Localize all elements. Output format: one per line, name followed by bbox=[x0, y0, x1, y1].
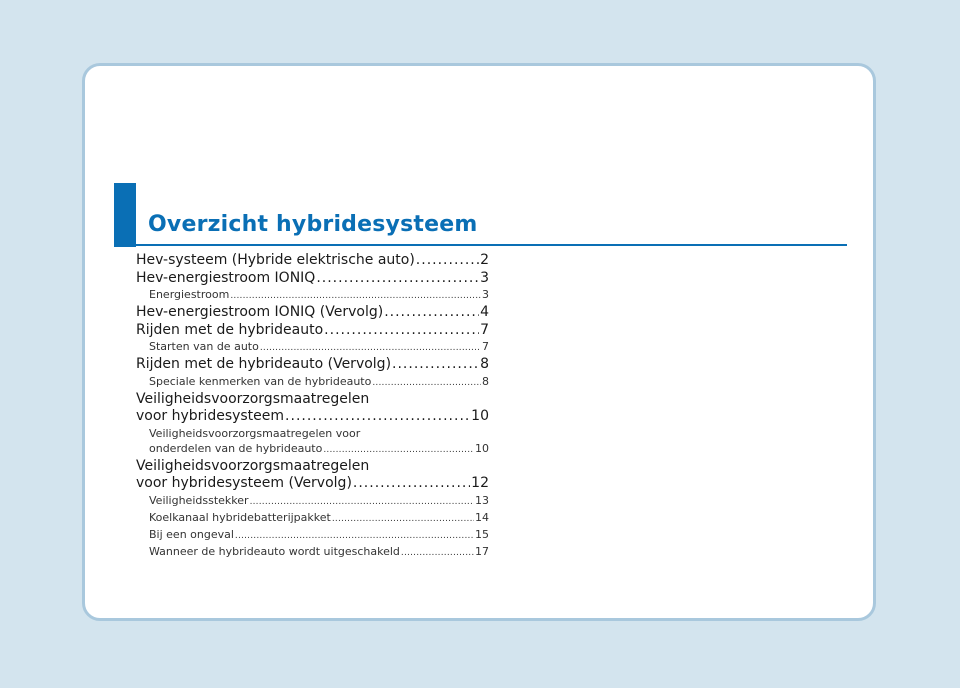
toc-subentry[interactable] bbox=[136, 510, 489, 527]
toc-leader-dots bbox=[235, 529, 474, 544]
toc-page-number: 13 bbox=[475, 493, 489, 507]
toc-page-number: 4 bbox=[480, 304, 489, 320]
title-underline bbox=[136, 244, 847, 246]
toc-leader-dots bbox=[372, 376, 481, 391]
table-of-contents bbox=[136, 252, 489, 561]
section-marker bbox=[114, 183, 136, 247]
toc-page-number: 15 bbox=[475, 527, 489, 541]
toc-subentry-label: Speciale kenmerken van de hybrideauto bbox=[149, 374, 372, 388]
toc-leader-dots bbox=[332, 512, 474, 527]
toc-subentry-label: Koelkanaal hybridebatterijpakket bbox=[149, 510, 331, 524]
toc-subentry[interactable] bbox=[136, 287, 489, 304]
toc-subentry-label: Bij een ongeval bbox=[149, 527, 234, 541]
toc-leader-dots bbox=[416, 252, 479, 270]
toc-subentry[interactable] bbox=[136, 544, 489, 561]
toc-subentry-label: Starten van de auto bbox=[149, 340, 259, 353]
toc-entry[interactable] bbox=[136, 304, 489, 322]
toc-entry-label: voor hybridesysteem bbox=[136, 408, 285, 424]
toc-entry[interactable] bbox=[136, 408, 489, 426]
toc-leader-dots bbox=[392, 356, 479, 374]
toc-leader-dots bbox=[260, 341, 481, 356]
toc-leader-dots bbox=[384, 304, 479, 322]
toc-entry[interactable] bbox=[136, 270, 489, 288]
toc-page-number: 17 bbox=[475, 544, 489, 558]
toc-entry-label: Rijden met de hybrideauto (Vervolg) bbox=[136, 356, 392, 372]
toc-leader-dots bbox=[285, 408, 470, 426]
toc-page-number: 14 bbox=[475, 510, 489, 524]
toc-entry[interactable] bbox=[136, 356, 489, 374]
toc-leader-dots bbox=[250, 495, 474, 510]
toc-page-number: 2 bbox=[480, 252, 489, 268]
toc-page-number: 8 bbox=[482, 374, 489, 388]
toc-leader-dots bbox=[353, 475, 470, 493]
toc-entry-line1: Veiligheidsvoorzorgsmaatregelen bbox=[136, 390, 370, 407]
toc-subentry-label: onderdelen van de hybrideauto bbox=[149, 441, 323, 455]
toc-page-number: 10 bbox=[471, 408, 489, 424]
toc-entry[interactable] bbox=[136, 475, 489, 493]
toc-subentry[interactable] bbox=[136, 441, 489, 458]
toc-entry[interactable] bbox=[136, 252, 489, 270]
toc-entry-label: Hev-systeem (Hybride elektrische auto) bbox=[136, 252, 415, 268]
toc-leader-dots bbox=[230, 289, 481, 304]
toc-entry-label: Rijden met de hybrideauto bbox=[136, 321, 324, 338]
toc-subentry-line1: Veiligheidsvoorzorgsmaatregelen voor bbox=[149, 426, 361, 440]
page-title: Overzicht hybridesysteem bbox=[148, 212, 478, 237]
toc-subentry-label: Veiligheidsstekker bbox=[149, 493, 249, 507]
toc-page-number: 7 bbox=[482, 340, 489, 353]
toc-page-number: 12 bbox=[471, 475, 489, 491]
toc-leader-dots bbox=[401, 546, 474, 561]
toc-page-number: 10 bbox=[475, 441, 489, 455]
toc-entry-line1: Veiligheidsvoorzorgsmaatregelen bbox=[136, 457, 370, 474]
toc-entry-label: Hev-energiestroom IONIQ bbox=[136, 269, 316, 286]
toc-leader-dots bbox=[323, 443, 474, 458]
toc-page-number: 7 bbox=[480, 321, 489, 338]
toc-page-number: 3 bbox=[482, 288, 489, 301]
toc-entry-label: Hev-energiestroom IONIQ (Vervolg) bbox=[136, 304, 384, 320]
toc-subentry-label: Wanneer de hybrideauto wordt uitgeschakeld bbox=[149, 544, 400, 558]
toc-subentry[interactable] bbox=[136, 374, 489, 391]
toc-page-number: 8 bbox=[480, 356, 489, 372]
toc-page-number: 3 bbox=[480, 269, 489, 286]
toc-subentry[interactable] bbox=[136, 527, 489, 544]
toc-subentry-label: Energiestroom bbox=[149, 288, 230, 301]
toc-leader-dots bbox=[316, 270, 479, 288]
toc-subentry[interactable] bbox=[136, 339, 489, 356]
toc-subentry[interactable] bbox=[136, 493, 489, 510]
toc-leader-dots bbox=[324, 322, 479, 340]
toc-entry[interactable] bbox=[136, 322, 489, 340]
toc-entry-label: voor hybridesysteem (Vervolg) bbox=[136, 475, 352, 491]
